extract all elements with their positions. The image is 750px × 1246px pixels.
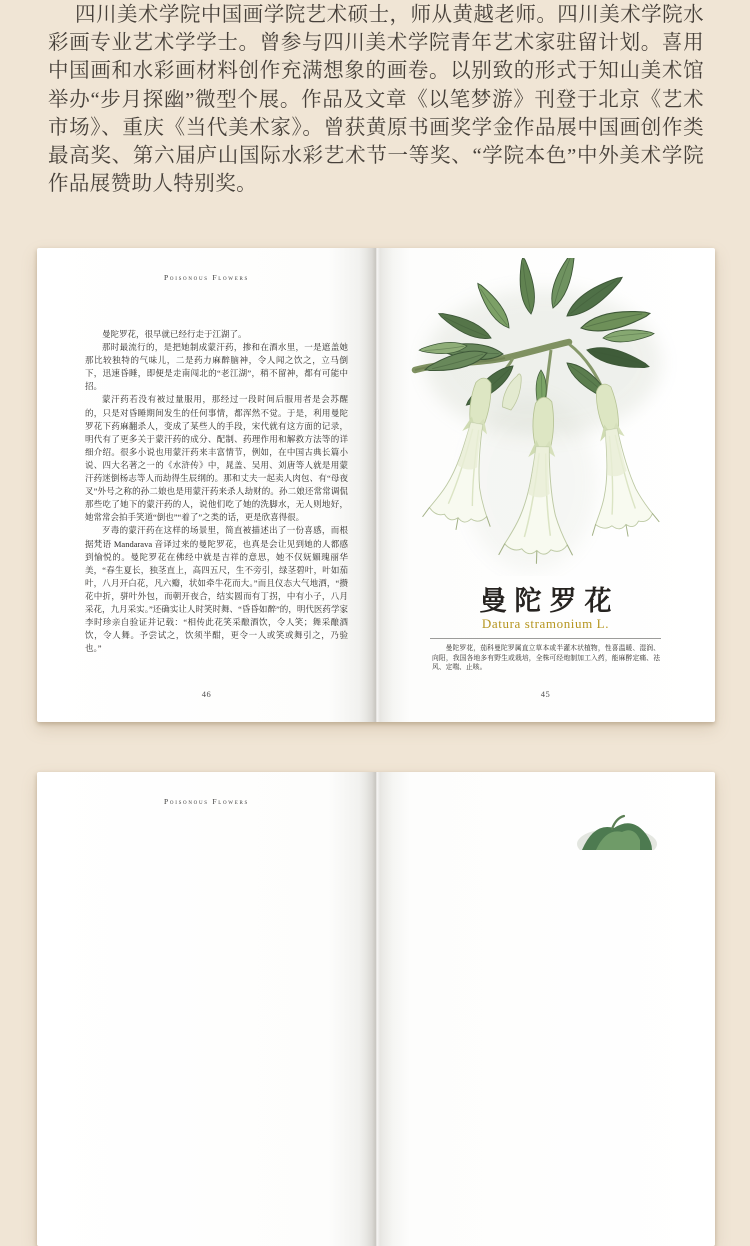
- datura-illustration: [391, 258, 699, 576]
- spread1-right-page: [376, 248, 715, 722]
- running-header: Poisonous Flowers: [164, 797, 249, 806]
- paragraph: 蒙汗药若没有被过量服用，那经过一段时间后服用者是会苏醒的，只是对昏睡期间发生的任何事情，都浑然不觉。于是，利用曼陀罗花下药麻翻杀人，变成了某些人的手段，宋代就有这方面的记录，明代有了更多关于蒙汗药的成分、配制、药理作用和解救方法等的详细介绍。很多小说也用蒙汗药来丰富情节，例如，在中国古典长篇小说、四大名著之一的《水浒传》中，晁盖、吴用、刘唐等人就是用蒙汗药迷倒杨志等人而劫得生辰纲的。那和丈夫一起卖人肉包、有“母夜叉”外号之称的孙二娘也是用蒙汗药来杀人劫财的。孙二娘还常常调侃那些吃了她下的蒙汗药的人，说他们吃了她的洗脚水，无人则地好，她常常会拍手笑道“倒也”“着了”之类的话，更是欣喜得很。: [85, 394, 348, 523]
- flower-caption: 曼陀罗花，茄科曼陀罗属直立草本或半灌木状植物，性喜温暖、湿润、向阳，我国各地多有野生或栽培，全株可经炮制加工入药，能麻醉定痛、祛风、定喘、止咳。: [432, 645, 660, 672]
- paragraph: 曼陀罗花，很早就已经行走于江湖了。: [102, 329, 247, 339]
- book-spread-2: [37, 772, 715, 1246]
- spread2-left-page: [37, 772, 376, 1246]
- spread1-left-page: [37, 248, 376, 722]
- flower-title: 曼陀罗花: [479, 586, 620, 616]
- running-header: Poisonous Flowers: [164, 273, 249, 282]
- author-bio-text: 四川美术学院中国画学院艺术硕士，师从黄越老师。四川美术学院水彩画专业艺术学学士。曾参与四川美术学院青年艺术家驻留计划。喜用中国画和水彩画材料创作充满想象的画卷。以别致的形式于知山美术馆举办“步月探幽”微型个展。作品及文章《以笔梦游》刊登于北京《艺术市场》、重庆《当代美术家》。曾获黄原书画奖学金作品展中国画创作类最高奖、第六届庐山国际水彩艺术节一等奖、“学院本色”中外美术学院作品展赞助人特别奖。: [48, 4, 704, 196]
- flower-latin-name: Datura stramonium L.: [481, 616, 610, 631]
- paragraph: 歹毒的蒙汗药在这样的场景里，简直被描述出了一份喜感，而根据梵语 Mandarava 音译过来的曼陀罗花，也真是会让见到她的人都感到愉悦的。曼陀罗花在佛经中就是吉祥的意思，她不仅妩媚瑰丽华美，“春生夏长，独茎直上，高四五尺，生不旁引，绿茎碧叶，叶如茄叶，八月开白花，凡六瓣，状如牵牛花而大。”而且仪态大气地洒，“攒花中折，骈叶外包，而朝开夜合，结实圆而有丁拐，中有小子，八月采花，九月采实。”还确实让人时笑时舞、“昏昏如醉”的，明代医药学家李时珍亲自验证并记载：“相传此花笑采酿酒饮，令人笑；舞采酿酒饮，令人舞。予尝试之，饮须半酣，更令一人或笑或舞引之，乃验也。”: [85, 525, 348, 654]
- page-number-right: 45: [540, 689, 551, 699]
- page-number-left: 46: [201, 689, 212, 699]
- divider-rule: [430, 638, 661, 639]
- book-spread-1: [37, 248, 715, 722]
- spread2-right-page: [376, 772, 715, 1246]
- paragraph: 那时最流行的，是把她制成蒙汗药，掺和在酒水里，一是遮盖她那比较独特的气味儿，二是药力麻醉脑神，令人闻之饮之，立马倒下，迅速昏睡，即便是走南闯北的“老江湖”，稍不留神，都有可能中招。: [85, 342, 348, 392]
- page-body-text: [85, 328, 348, 655]
- plant-fragment-illustration: [572, 810, 662, 850]
